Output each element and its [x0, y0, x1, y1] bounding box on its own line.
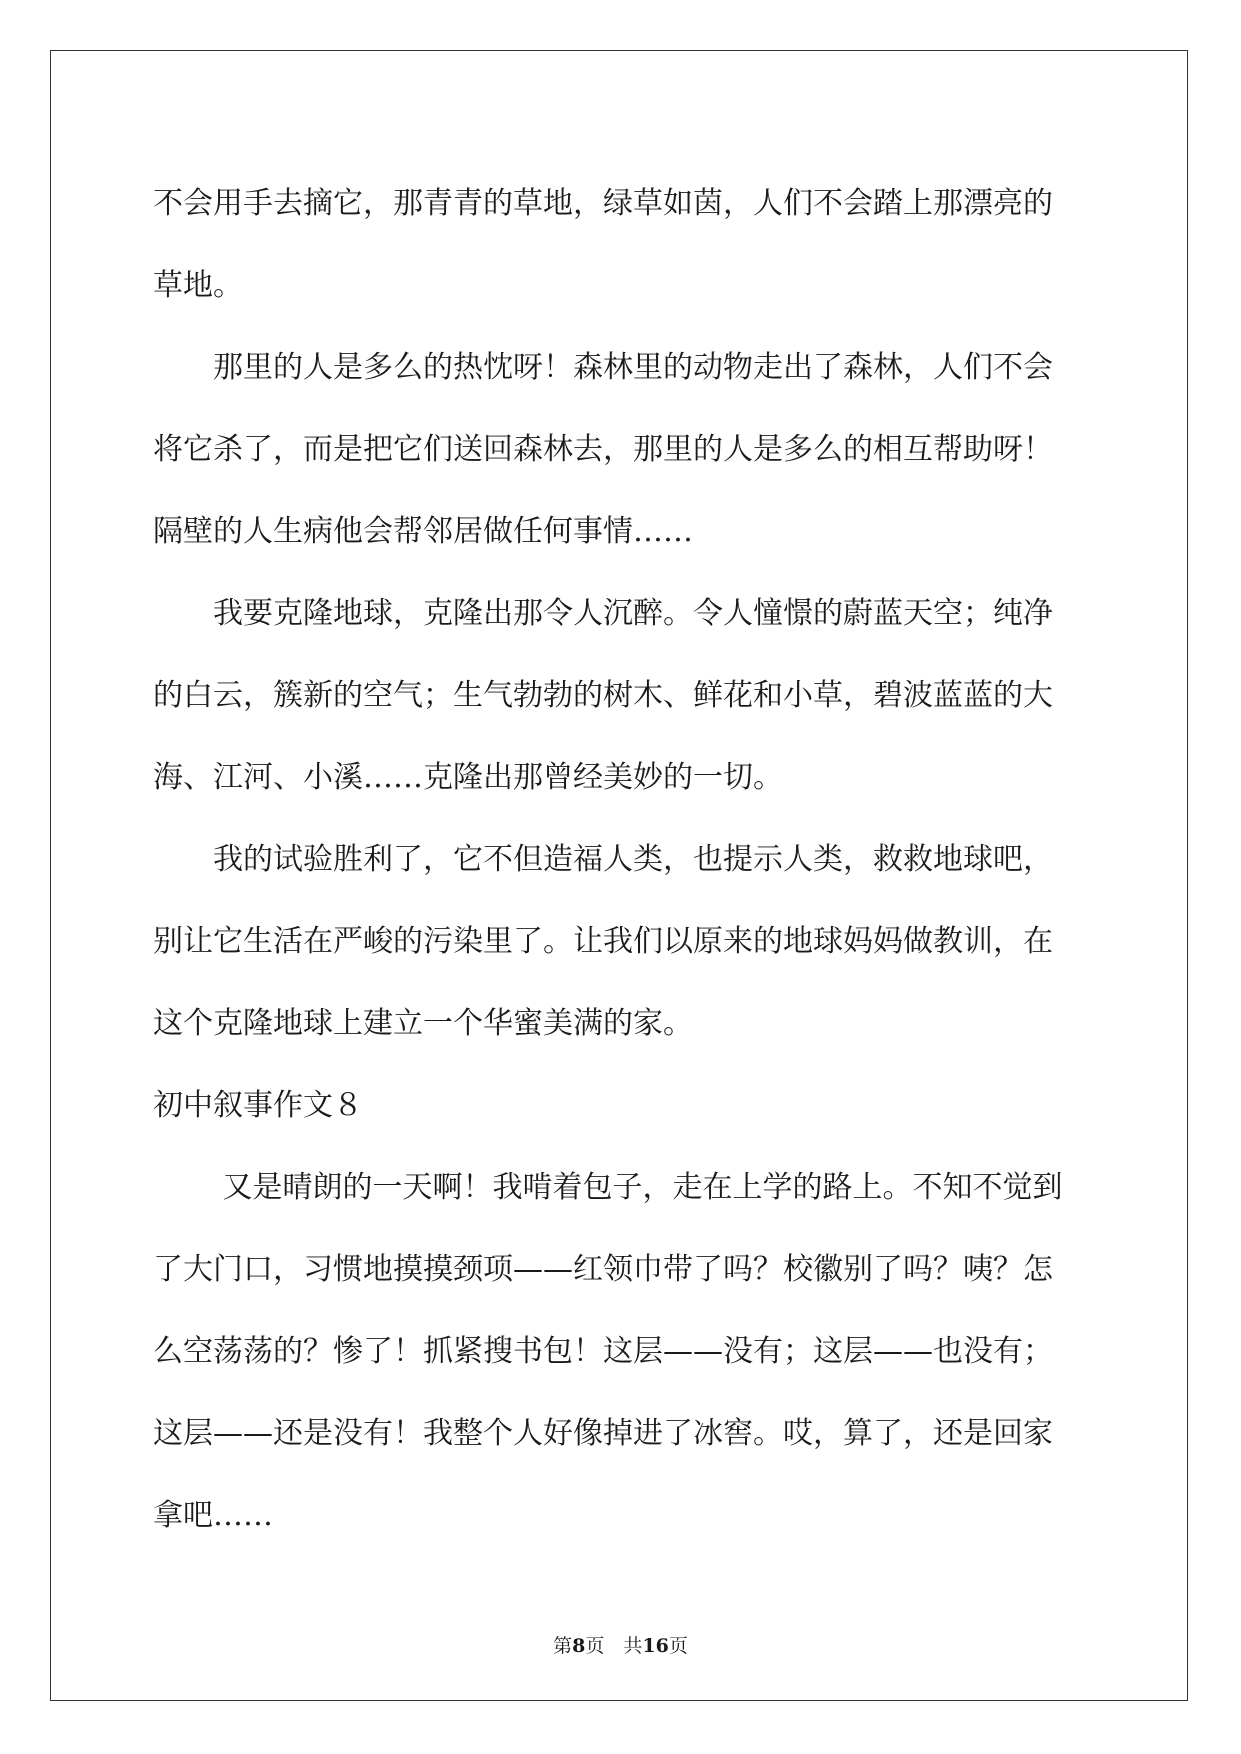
current-page-number: 8	[572, 1635, 586, 1657]
text-line: 别让它生活在严峻的污染里了。让我们以原来的地球妈妈做教训，在	[153, 924, 1053, 959]
footer-prefix: 第	[553, 1635, 573, 1657]
paragraph-3	[153, 573, 1093, 819]
paragraph-4	[153, 819, 1093, 1065]
section-title: 初中叙事作文８	[153, 1088, 363, 1123]
text-line: 海、江河、小溪……克隆出那曾经美妙的一切。	[153, 760, 783, 795]
text-line: 拿吧……	[153, 1498, 273, 1533]
section-paragraph	[153, 1147, 1093, 1557]
footer-suffix: 页	[668, 1635, 688, 1657]
text-line: 隔壁的人生病他会帮邻居做任何事情……	[153, 514, 693, 549]
text-line: 我的试验胜利了，它不但造福人类，也提示人类，救救地球吧，	[153, 842, 1053, 877]
text-line: 这层——还是没有！我整个人好像掉进了冰窖。哎，算了，还是回家	[153, 1416, 1053, 1451]
text-line: 了大门口，习惯地摸摸颈项——红领巾带了吗？校徽别了吗？咦？怎	[153, 1252, 1053, 1287]
text-line: 草地。	[153, 268, 243, 303]
total-page-number: 16	[642, 1635, 669, 1657]
paragraph-2	[153, 327, 1093, 573]
document-body	[153, 163, 1093, 1557]
text-line: 不会用手去摘它，那青青的草地，绿草如茵，人们不会踏上那漂亮的	[153, 186, 1053, 221]
text-line: 么空荡荡的？惨了！抓紧搜书包！这层——没有；这层——也没有；	[153, 1334, 1053, 1369]
footer-mid: 页 共	[585, 1635, 643, 1657]
text-line: 的白云，簇新的空气；生气勃勃的树木、鲜花和小草，碧波蓝蓝的大	[153, 678, 1053, 713]
text-line: 将它杀了，而是把它们送回森林去，那里的人是多么的相互帮助呀！	[153, 432, 1053, 467]
text-line: 又是晴朗的一天啊！我啃着包子，走在上学的路上。不知不觉到	[153, 1170, 1063, 1205]
text-line: 我要克隆地球，克隆出那令人沉醉。令人憧憬的蔚蓝天空；纯净	[153, 596, 1053, 631]
paragraph-1	[153, 163, 1093, 327]
text-line: 那里的人是多么的热忱呀！森林里的动物走出了森林，人们不会	[153, 350, 1053, 385]
text-line: 这个克隆地球上建立一个华蜜美满的家。	[153, 1006, 693, 1041]
page-footer	[0, 1631, 1241, 1658]
